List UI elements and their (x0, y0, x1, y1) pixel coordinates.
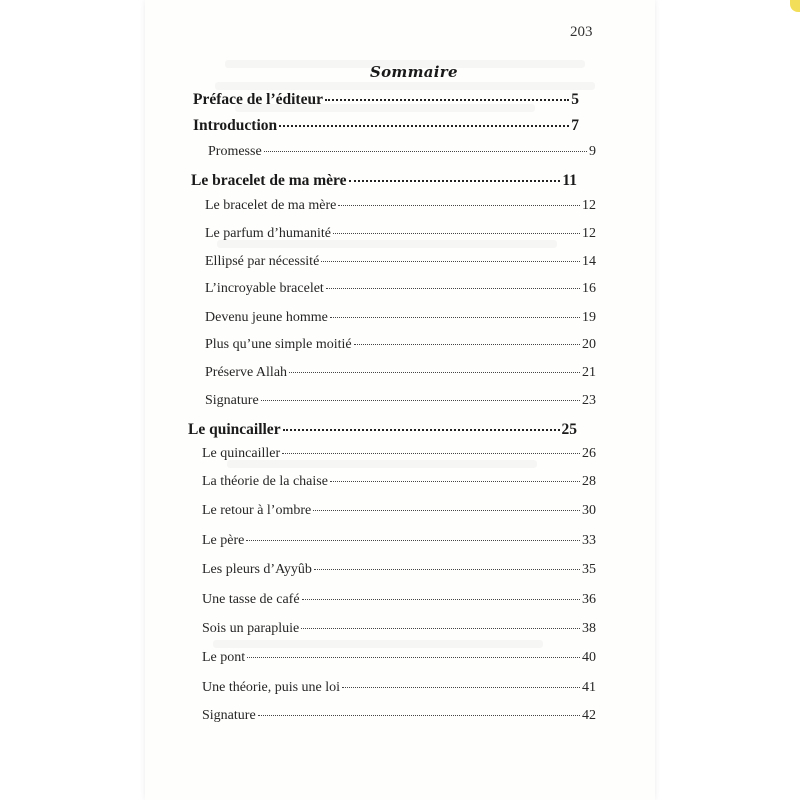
toc-section-label: Introduction (193, 117, 278, 134)
toc-entry-label: Les pleurs d’Ayyûb (202, 562, 312, 577)
toc-entry-label: Préserve Allah (205, 365, 288, 380)
leader-dots (338, 205, 580, 206)
toc-entry-label: Sois un parapluie (202, 621, 300, 636)
toc-section-page: 25 (561, 421, 577, 438)
toc-section-page: 5 (571, 91, 579, 108)
toc-entry-page: 42 (582, 708, 596, 723)
toc-entry-page: 35 (582, 562, 596, 577)
leader-dots (330, 317, 580, 318)
toc-entry[interactable] (202, 592, 596, 608)
toc-entry-page: 14 (582, 254, 596, 269)
toc-entry-label: Le retour à l’ombre (202, 503, 312, 518)
toc-entry[interactable] (205, 198, 596, 214)
toc-section[interactable] (193, 91, 579, 109)
toc-entry-label: Le père (202, 533, 245, 548)
toc-entry-page: 36 (582, 592, 596, 607)
toc-entry-page: 19 (582, 310, 596, 325)
toc-entry-label: Signature (202, 708, 256, 723)
toc-entry-page: 20 (582, 337, 596, 352)
toc-entry-page: 41 (582, 680, 596, 695)
toc-entry[interactable] (202, 621, 596, 637)
toc-entry-page: 38 (582, 621, 596, 636)
toc-entry-label: Le pont (202, 650, 246, 665)
leader-dots (314, 569, 580, 570)
toc-entry[interactable] (205, 337, 596, 353)
toc-section-label: Préface de l’éditeur (193, 91, 323, 108)
leader-dots (264, 151, 587, 152)
leader-dots (333, 233, 580, 234)
toc-entry-label: Le parfum d’humanité (205, 226, 331, 241)
toc-entry-label: Le bracelet de ma mère (205, 198, 337, 213)
toc-entry[interactable] (205, 254, 596, 270)
leader-dots (282, 453, 580, 454)
leader-dots (261, 400, 580, 401)
toc-entry[interactable] (205, 281, 596, 297)
leader-dots (326, 288, 580, 289)
toc-entry[interactable] (205, 226, 596, 242)
leader-dots (313, 510, 580, 511)
toc-entry-label: Une théorie, puis une loi (202, 680, 341, 695)
toc-entry-page: 16 (582, 281, 596, 296)
leader-dots (354, 344, 580, 345)
leader-dots (349, 180, 561, 182)
toc-entry-label: Promesse (208, 144, 262, 159)
toc-entry[interactable] (205, 365, 596, 381)
toc-entry[interactable] (202, 680, 596, 696)
toc-section-page: 11 (562, 172, 577, 189)
page-number: 203 (570, 24, 593, 40)
toc-entry[interactable] (205, 393, 596, 409)
toc-section-page: 7 (571, 117, 579, 134)
toc-entry[interactable] (202, 503, 596, 519)
leader-dots (321, 261, 580, 262)
leader-dots (302, 599, 580, 600)
toc-section-label: Le bracelet de ma mère (191, 172, 347, 189)
toc-entry[interactable] (202, 650, 596, 666)
leader-dots (247, 657, 580, 658)
leader-dots (301, 628, 580, 629)
toc-entry-page: 33 (582, 533, 596, 548)
page-title: Sommaire (370, 63, 458, 81)
toc-entry[interactable] (202, 708, 596, 724)
leader-dots (325, 99, 569, 101)
toc-entry-label: La théorie de la chaise (202, 474, 328, 489)
toc-entry-page: 30 (582, 503, 596, 518)
toc-section-label: Le quincailler (188, 421, 281, 438)
leader-dots (279, 125, 569, 127)
toc-entry[interactable] (202, 474, 596, 490)
toc-entry-label: Signature (205, 393, 259, 408)
toc-entry[interactable] (208, 144, 596, 160)
toc-section[interactable] (188, 421, 577, 439)
toc-section[interactable] (193, 117, 579, 135)
leader-dots (289, 372, 580, 373)
leader-dots (330, 481, 580, 482)
toc-entry-page: 21 (582, 365, 596, 380)
leader-dots (258, 715, 580, 716)
toc-entry-page: 9 (589, 144, 596, 159)
toc-entry-page: 12 (582, 226, 596, 241)
toc-entry[interactable] (202, 562, 596, 578)
toc-entry[interactable] (202, 446, 596, 462)
toc-entry-label: Plus qu’une simple moitié (205, 337, 352, 352)
toc-entry-page: 26 (582, 446, 596, 461)
toc-entry-page: 28 (582, 474, 596, 489)
toc-entry-page: 23 (582, 393, 596, 408)
toc-entry-label: Le quincailler (202, 446, 281, 461)
toc-entry-label: Une tasse de café (202, 592, 300, 607)
toc-entry-label: Devenu jeune homme (205, 310, 328, 325)
leader-dots (283, 429, 560, 431)
toc-entry[interactable] (205, 310, 596, 326)
toc-entry[interactable] (202, 533, 596, 549)
toc-entry-page: 40 (582, 650, 596, 665)
toc-entry-page: 12 (582, 198, 596, 213)
toc-entry-label: L’incroyable bracelet (205, 281, 324, 296)
leader-dots (342, 687, 580, 688)
toc-entry-label: Ellipsé par nécessité (205, 254, 320, 269)
leader-dots (246, 540, 580, 541)
toc-section[interactable] (191, 172, 577, 190)
